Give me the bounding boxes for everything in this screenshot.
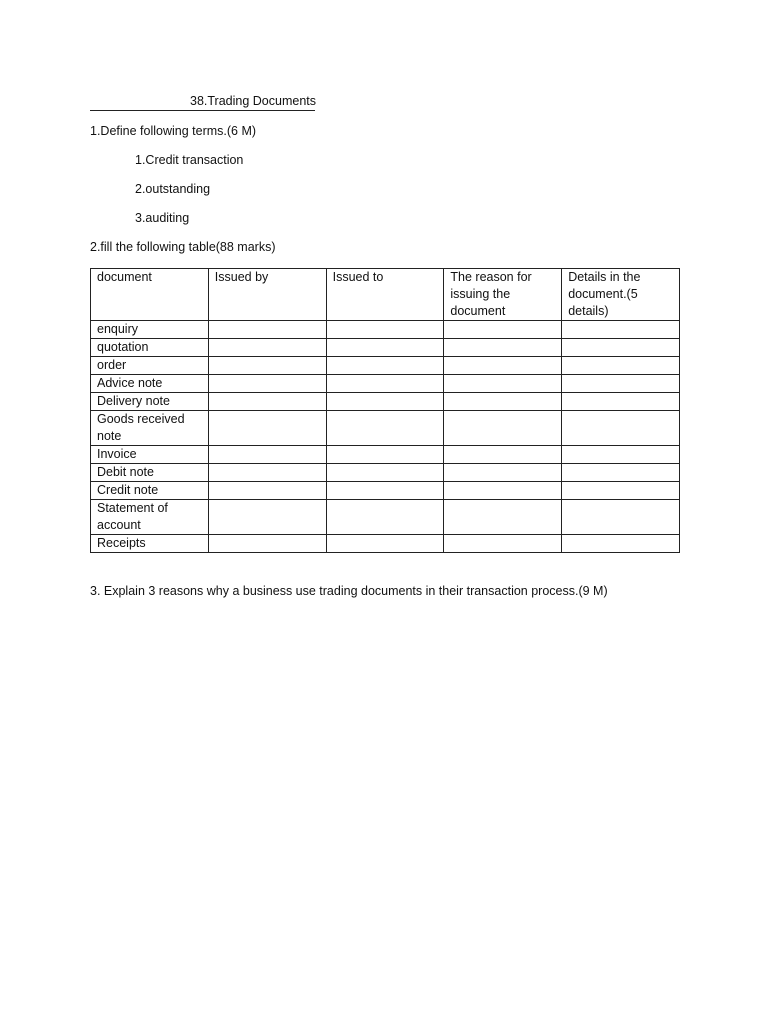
- answer-cell-issued-to: [326, 321, 444, 339]
- header-document: document: [91, 269, 209, 321]
- answer-cell-reason: [444, 339, 562, 357]
- answer-cell-issued-to: [326, 411, 444, 446]
- row-document-name: Receipts: [91, 535, 209, 553]
- answer-cell-reason: [444, 393, 562, 411]
- table-row: [91, 500, 680, 535]
- answer-cell-issued-by: [208, 500, 326, 535]
- answer-cell-issued-to: [326, 500, 444, 535]
- header-issued-to: Issued to: [326, 269, 444, 321]
- answer-cell-reason: [444, 411, 562, 446]
- answer-cell-reason: [444, 500, 562, 535]
- term-auditing: 3.auditing: [135, 211, 190, 225]
- answer-cell-reason: [444, 464, 562, 482]
- answer-cell-issued-to: [326, 393, 444, 411]
- answer-cell-issued-to: [326, 464, 444, 482]
- table-row: [91, 446, 680, 464]
- row-document-name: Debit note: [91, 464, 209, 482]
- answer-cell-issued-to: [326, 375, 444, 393]
- answer-cell-reason: [444, 375, 562, 393]
- answer-cell-details: [562, 411, 680, 446]
- answer-cell-details: [562, 321, 680, 339]
- term-credit-transaction: 1.Credit transaction: [135, 153, 244, 167]
- answer-cell-issued-to: [326, 446, 444, 464]
- table-row: [91, 482, 680, 500]
- answer-cell-details: [562, 393, 680, 411]
- answer-cell-issued-by: [208, 464, 326, 482]
- answer-cell-issued-to: [326, 357, 444, 375]
- table-row: [91, 357, 680, 375]
- answer-cell-details: [562, 357, 680, 375]
- answer-cell-reason: [444, 535, 562, 553]
- header-reason: The reason for issuing the document: [444, 269, 562, 321]
- question-2-prompt: 2.fill the following table(88 marks): [90, 240, 276, 254]
- header-issued-by: Issued by: [208, 269, 326, 321]
- answer-cell-issued-by: [208, 393, 326, 411]
- answer-cell-details: [562, 446, 680, 464]
- row-document-name: Delivery note: [91, 393, 209, 411]
- answer-cell-issued-to: [326, 482, 444, 500]
- term-outstanding: 2.outstanding: [135, 182, 211, 196]
- answer-cell-issued-by: [208, 482, 326, 500]
- trading-documents-table: [90, 268, 680, 553]
- row-document-name: Statement of account: [91, 500, 209, 535]
- table-row: [91, 411, 680, 446]
- answer-cell-reason: [444, 482, 562, 500]
- row-document-name: Goods received note: [91, 411, 209, 446]
- table-row: [91, 339, 680, 357]
- answer-cell-reason: [444, 321, 562, 339]
- answer-cell-issued-by: [208, 535, 326, 553]
- row-document-name: order: [91, 357, 209, 375]
- answer-cell-details: [562, 375, 680, 393]
- answer-cell-reason: [444, 446, 562, 464]
- row-document-name: enquiry: [91, 321, 209, 339]
- answer-cell-issued-by: [208, 339, 326, 357]
- answer-cell-details: [562, 535, 680, 553]
- answer-cell-details: [562, 500, 680, 535]
- table-header-row: [91, 269, 680, 321]
- table-body: [91, 321, 680, 553]
- answer-cell-issued-by: [208, 411, 326, 446]
- row-document-name: quotation: [91, 339, 209, 357]
- question-1-prompt: 1.Define following terms.(6 M): [90, 124, 257, 138]
- answer-cell-issued-by: [208, 375, 326, 393]
- table-row: [91, 375, 680, 393]
- table-row: [91, 464, 680, 482]
- answer-cell-reason: [444, 357, 562, 375]
- row-document-name: Credit note: [91, 482, 209, 500]
- answer-cell-issued-by: [208, 321, 326, 339]
- question-3-prompt: 3. Explain 3 reasons why a business use trading documents in their transaction process.(9 M): [90, 584, 608, 598]
- worksheet-title: [90, 94, 315, 111]
- answer-cell-issued-by: [208, 357, 326, 375]
- table-row: [91, 535, 680, 553]
- answer-cell-details: [562, 339, 680, 357]
- row-document-name: Advice note: [91, 375, 209, 393]
- header-details: Details in the document.(5 details): [562, 269, 680, 321]
- answer-cell-issued-by: [208, 446, 326, 464]
- answer-cell-issued-to: [326, 535, 444, 553]
- answer-cell-details: [562, 464, 680, 482]
- table-row: [91, 393, 680, 411]
- table-row: [91, 321, 680, 339]
- worksheet-title-text: 38.Trading Documents: [190, 94, 316, 108]
- answer-cell-details: [562, 482, 680, 500]
- answer-cell-issued-to: [326, 339, 444, 357]
- row-document-name: Invoice: [91, 446, 209, 464]
